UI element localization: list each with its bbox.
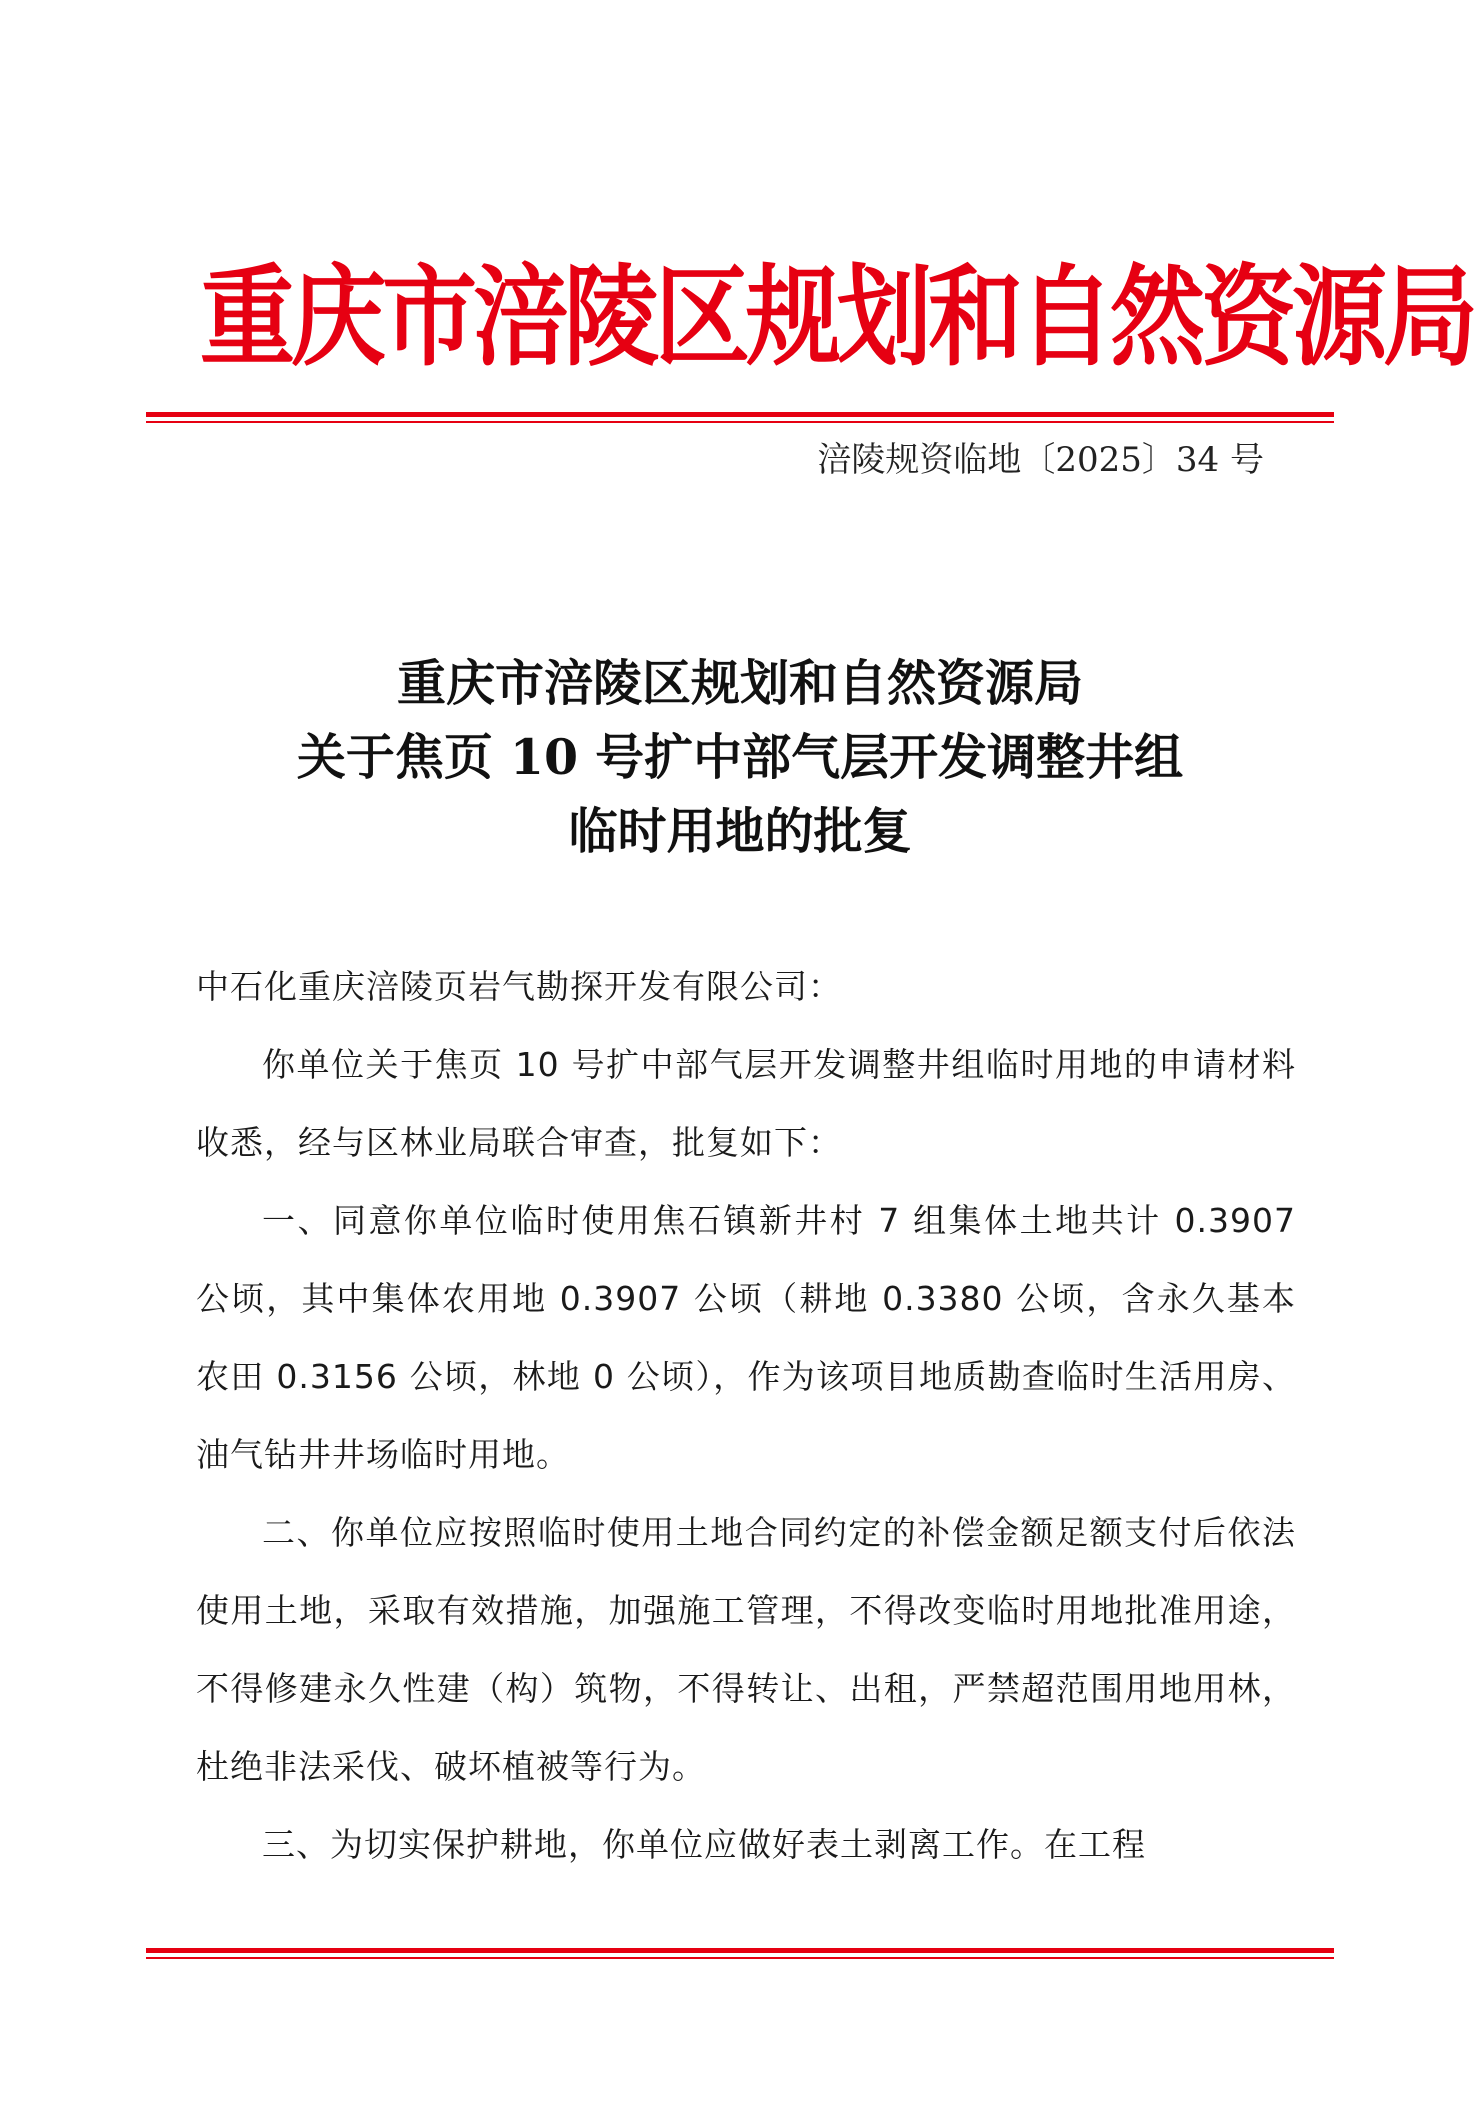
agency-header-title: 重庆市涪陵区规划和自然资源局 [200,253,1475,382]
document-title-line-3: 临时用地的批复 [568,802,912,860]
footer-red-rule [146,1948,1334,1953]
header-red-rule-thin [146,421,1334,423]
body-paragraph: 二、你单位应按照临时使用土地合同约定的补偿金额足额支付后依法使用土地，采取有效措施，加强施工管理，不得改变临时用地批准用途，不得修建永久性建（构）筑物，不得转让、出租，严禁超范围用地用林，杜绝非法采伐、破坏植被等行为。 [196,1513,1296,1786]
body-paragraph: 你单位关于焦页 10 号扩中部气层开发调整井组临时用地的申请材料收悉，经与区林业局联合审查，批复如下： [196,1045,1296,1162]
header-red-rule [146,412,1334,417]
document-title-line-1: 重庆市涪陵区规划和自然资源局 [396,654,1083,712]
body-paragraph: 三、为切实保护耕地，你单位应做好表土剥离工作。在工程 [262,1825,1146,1864]
document-number: 涪陵规资临地〔2025〕34 号 [817,440,1264,480]
document-body [196,948,1296,1884]
salutation: 中石化重庆涪陵页岩气勘探开发有限公司： [196,967,842,1006]
body-paragraph: 一、同意你单位临时使用焦石镇新井村 7 组集体土地共计 0.3907 公顷，其中集体农用地 0.3907 公顷（耕地 0.3380 公顷，含永久基本农田 0.3156 公顷，林地 0 公顷），作为该项目地质勘查临时生活用房、油气钻井井场临时用地。 [196,1201,1296,1474]
document-title-line-2: 关于焦页 10 号扩中部气层开发调整井组 [296,728,1184,786]
footer-red-rule-thin [146,1957,1334,1959]
